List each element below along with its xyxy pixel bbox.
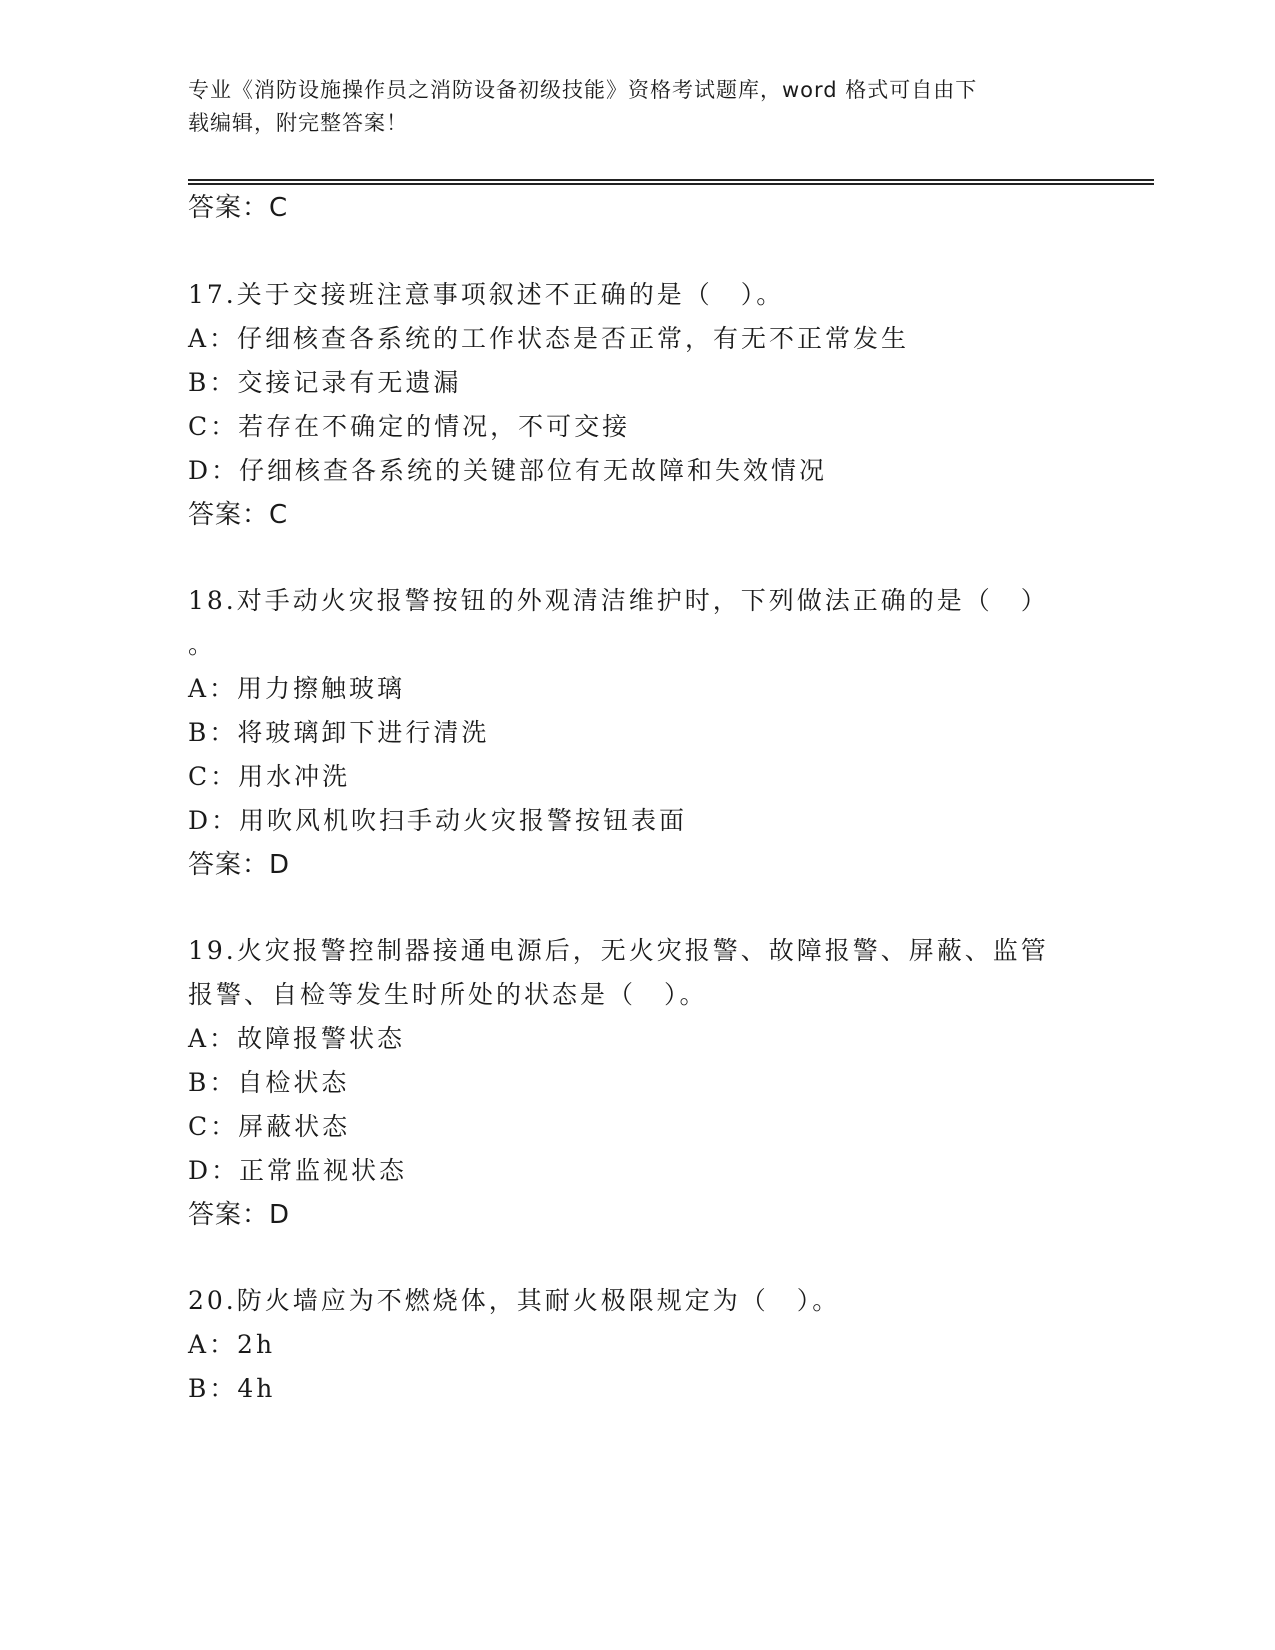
header-line-2: 载编辑，附完整答案！ xyxy=(188,111,408,135)
answer-16: 答案：C xyxy=(188,193,289,223)
question-18-option-c: C：用水冲洗 xyxy=(188,762,351,791)
header-divider-top xyxy=(188,179,1154,181)
question-18-stem: 18.对手动火灾报警按钮的外观清洁维护时，下列做法正确的是（ ） xyxy=(188,586,1049,615)
question-20-stem: 20.防火墙应为不燃烧体，其耐火极限规定为（ ）。 xyxy=(188,1286,841,1315)
question-19-option-a: A：故障报警状态 xyxy=(188,1024,406,1053)
question-18-stem-continued: 。 xyxy=(188,630,217,659)
question-17-option-c: C：若存在不确定的情况，不可交接 xyxy=(188,412,631,441)
question-19-stem: 19.火灾报警控制器接通电源后，无火灾报警、故障报警、屏蔽、监管 xyxy=(188,936,1049,965)
question-17-stem: 17.关于交接班注意事项叙述不正确的是（ ）。 xyxy=(188,280,785,309)
question-19-stem-continued: 报警、自检等发生时所处的状态是（ ）。 xyxy=(188,980,708,1009)
question-19-option-b: B：自检状态 xyxy=(188,1068,350,1097)
question-17-option-d: D：仔细核查各系统的关键部位有无故障和失效情况 xyxy=(188,456,828,485)
document-header xyxy=(188,74,1068,140)
question-18-option-d: D：用吹风机吹扫手动火灾报警按钮表面 xyxy=(188,806,688,835)
question-19-option-d: D：正常监视状态 xyxy=(188,1156,408,1185)
header-line-1: 专业《消防设施操作员之消防设备初级技能》资格考试题库，word 格式可自由下 xyxy=(188,78,978,102)
question-19-option-c: C：屏蔽状态 xyxy=(188,1112,351,1141)
question-17-option-b: B：交接记录有无遗漏 xyxy=(188,368,462,397)
answer-17: 答案：C xyxy=(188,500,289,530)
question-18-option-b: B：将玻璃卸下进行清洗 xyxy=(188,718,490,747)
answer-19: 答案：D xyxy=(188,1200,291,1230)
question-20-option-a: A：2h xyxy=(188,1330,276,1359)
question-18-option-a: A：用力擦触玻璃 xyxy=(188,674,406,703)
answer-18: 答案：D xyxy=(188,850,291,880)
header-divider-bottom xyxy=(188,183,1154,185)
question-17-option-a: A：仔细核查各系统的工作状态是否正常，有无不正常发生 xyxy=(188,324,910,353)
question-20-option-b: B：4h xyxy=(188,1374,276,1403)
